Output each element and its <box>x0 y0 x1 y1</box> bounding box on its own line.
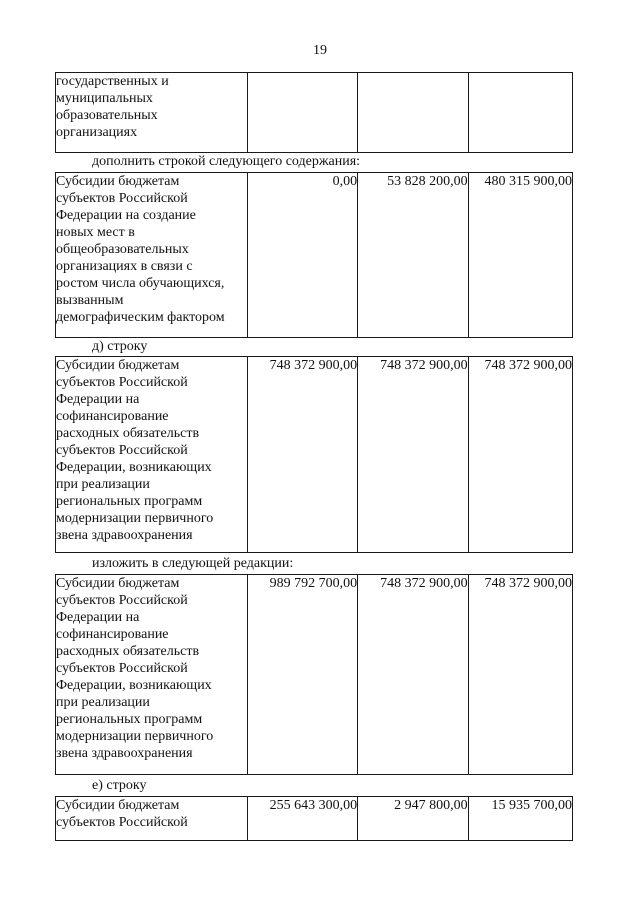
value-cell-1: 748 372 900,00 <box>247 357 357 553</box>
name-line: субъектов Российской <box>56 815 188 830</box>
table-row <box>56 797 573 841</box>
instruction-caption: дополнить строкой следующего содержания: <box>92 154 361 169</box>
name-line: новых мест в <box>56 225 135 240</box>
table-continuation <box>55 72 573 153</box>
table-existing-row <box>55 356 573 553</box>
name-line: субъектов Российской <box>56 443 188 458</box>
name-line: при реализации <box>56 477 150 492</box>
value-cell-1: 0,00 <box>247 173 357 338</box>
name-line: при реализации <box>56 695 150 710</box>
value-cell-2 <box>358 73 468 153</box>
name-line: расходных обязательств <box>56 644 200 659</box>
value-cell-1: 989 792 700,00 <box>247 575 357 775</box>
row-name-cell <box>56 797 248 841</box>
name-line: софинансирование <box>56 627 169 642</box>
instruction-caption: д) строку <box>92 339 148 354</box>
name-line: звена здравоохранения <box>56 528 193 543</box>
value-cell-2: 748 372 900,00 <box>358 357 468 553</box>
name-line: демографическим фактором <box>56 310 225 325</box>
value-cell-1 <box>247 73 357 153</box>
row-name-cell <box>56 73 248 153</box>
name-line: субъектов Российской <box>56 191 188 206</box>
name-line: региональных программ <box>56 494 203 509</box>
value-cell-3: 15 935 700,00 <box>468 797 572 841</box>
value-cell-1: 255 643 300,00 <box>247 797 357 841</box>
row-name-cell <box>56 357 248 553</box>
row-name-cell <box>56 173 248 338</box>
instruction-caption: изложить в следующей редакции: <box>92 556 294 571</box>
name-line: Федерации на создание <box>56 208 196 223</box>
name-line: софинансирование <box>56 409 169 424</box>
name-line: субъектов Российской <box>56 375 188 390</box>
value-cell-3 <box>468 73 572 153</box>
name-line: Федерации на <box>56 392 140 407</box>
name-line: Федерации, возникающих <box>56 678 212 693</box>
name-line: организациях в связи с <box>56 259 193 274</box>
value-cell-3: 748 372 900,00 <box>468 357 572 553</box>
table-row <box>56 73 573 153</box>
table-row <box>56 357 573 553</box>
name-line: расходных обязательств <box>56 426 200 441</box>
name-line: государственных и <box>56 74 169 89</box>
name-line: ростом числа обучающихся, <box>56 276 225 291</box>
table-revised-row <box>55 574 573 775</box>
row-name-cell <box>56 575 248 775</box>
value-cell-2: 53 828 200,00 <box>358 173 468 338</box>
name-line: образовательных <box>56 108 158 123</box>
value-cell-3: 480 315 900,00 <box>468 173 572 338</box>
table-added-row <box>55 172 573 338</box>
name-line: субъектов Российской <box>56 661 188 676</box>
name-line: Субсидии бюджетам <box>56 174 180 189</box>
name-line: организациях <box>56 125 138 140</box>
name-line: модернизации первичного <box>56 511 214 526</box>
value-cell-2: 748 372 900,00 <box>358 575 468 775</box>
table-existing-row-2 <box>55 796 573 841</box>
name-line: субъектов Российской <box>56 593 188 608</box>
name-line: Федерации на <box>56 610 140 625</box>
table-row <box>56 575 573 775</box>
table-row <box>56 173 573 338</box>
name-line: Субсидии бюджетам <box>56 798 180 813</box>
name-line: муниципальных <box>56 91 153 106</box>
page-number: 19 <box>313 43 327 58</box>
value-cell-2: 2 947 800,00 <box>358 797 468 841</box>
name-line: модернизации первичного <box>56 729 214 744</box>
name-line: общеобразовательных <box>56 242 189 257</box>
value-cell-3: 748 372 900,00 <box>468 575 572 775</box>
name-line: региональных программ <box>56 712 203 727</box>
name-line: Субсидии бюджетам <box>56 576 180 591</box>
name-line: вызванным <box>56 293 124 308</box>
instruction-caption: е) строку <box>92 778 147 793</box>
name-line: Субсидии бюджетам <box>56 358 180 373</box>
name-line: звена здравоохранения <box>56 746 193 761</box>
name-line: Федерации, возникающих <box>56 460 212 475</box>
